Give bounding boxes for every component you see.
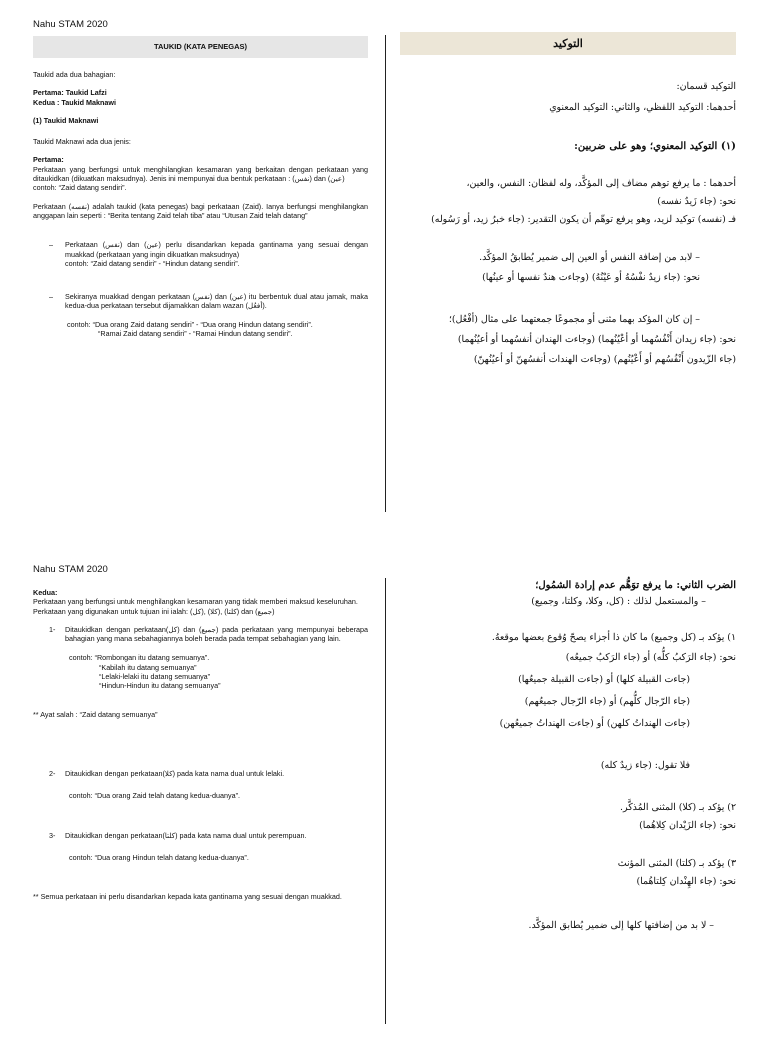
bullet-dash: – — [49, 292, 53, 302]
item-example: contoh: “Rombongan itu datang semuanya”. — [69, 653, 210, 663]
list-item — [33, 240, 368, 268]
arabic-line: أحدهما: التوكيد اللفظي، والثاني: التوكيد المعنوي — [549, 102, 736, 113]
wrong-sentence-note: ** Ayat salah : “Zaid datang semuanya” — [33, 709, 158, 719]
list-item — [33, 769, 368, 801]
pertama-line: Pertama: Taukid Lafzi — [33, 88, 107, 98]
item-text: Ditaukidkan dengan perkataan(كلتا) pada kata nama dual untuk perempuan. — [65, 830, 307, 840]
item-text: Ditaukidkan dengan perkataan(كلا) pada kata nama dual untuk lelaki. — [65, 768, 285, 778]
left-column — [33, 70, 368, 338]
pertama-example: contoh: “Zaid datang sendiri”. — [33, 183, 127, 193]
arabic-example: نحو: (جاء الرَكبُ كلُّه) أو (جاء الرَكبُ جميعُه) — [565, 652, 736, 663]
page-header: Nahu STAM 2020 — [33, 19, 108, 30]
arabic-example: نحو: (جاء زيدٌ نفْسُهُ أو عَيْنُهُ) (وجاءت هندٌ نفسها أو عينُها) — [482, 272, 700, 283]
section-heading: (1) Taukid Maknawi — [33, 115, 99, 125]
list-item — [33, 625, 368, 691]
arabic-line: ٢) يؤكد بـ (كلا) المثنى المُذكَّر. — [620, 802, 736, 813]
arabic-example: (جاء الزّيدون أَنْفُسُهم أو أَعْيُنُهم) (وجاءت الهندات أنفسُهنّ أو أعيُنُهنّ) — [473, 354, 736, 365]
left-section-title: TAUKID (KATA PENEGAS) — [33, 36, 368, 58]
list-item — [33, 831, 368, 863]
document-page-2 — [0, 548, 768, 1060]
arabic-heading: الضرب الثاني: ما يرفع توَهُّم عدم إرادة الشمُول؛ — [535, 580, 736, 591]
list-item — [33, 292, 368, 338]
arabic-example: (جاءت الهنداتُ كلهن) أو (جاءت الهنداتُ جميعُهن) — [499, 718, 690, 729]
kedua-words: Perkataan yang digunakan untuk tujuan ini ialah: (كل), (كلا), (كلتا) dan (جميع) — [33, 606, 275, 616]
page-gap — [0, 512, 768, 548]
arabic-line: ٣) يؤكد بـ (كلتا) المثنى المؤنث — [617, 858, 736, 869]
arabic-line: أحدهما : ما يرفع توهم مضاف إلى المؤكَّد، وله لفظان: النفس، والعين، — [466, 178, 736, 189]
column-divider — [385, 35, 386, 512]
item-example: “Kabilah itu datang semuanya” — [99, 662, 197, 672]
arabic-heading: (١) التوكيد المعنوي؛ وهو على ضربين: — [574, 140, 736, 152]
bullet-dash: – — [49, 240, 53, 250]
arabic-note: فلا تقول: (جاء زيدٌ كله) — [600, 760, 690, 771]
pertama-heading: Pertama: — [33, 155, 64, 165]
arabic-rule: – لابد من إضافة النفس أو العين إلى ضمير يُطابقُ المؤكَّد. — [479, 252, 700, 263]
item-example: “Lelaki-lelaki itu datang semuanya” — [99, 672, 211, 682]
bullet-text: Sekiranya muakkad dengan perkataan (نفس) dan (عين) itu berbentuk dual atau jamak, maka kedua-dua perkataan tersebut dijamakkan dalam wazan (أفعُل). — [65, 292, 368, 311]
kedua-paragraph: Perkataan yang berfungsi untuk menghilangkan kesamaran yang tidak memberi maksud keseluruhan. — [33, 597, 358, 607]
item-number: 3- — [49, 830, 56, 840]
column-divider — [385, 578, 386, 1024]
arabic-line: التوكيد قسمان: — [676, 81, 736, 92]
item-example: “Hindun-Hindun itu datang semuanya” — [99, 681, 221, 691]
arabic-line: فـ (نفسه) توكيد لزيد، وهو يرفع توهّم أن يكون التقدير: (جاء خبرُ زيد، أو رَسُوله) — [431, 214, 736, 225]
item-example: contoh: “Dua orang Zaid telah datang kedua-duanya”. — [69, 791, 241, 801]
item-number: 1- — [49, 624, 56, 634]
arabic-rule: – لا بد من إضافتها كلها إلى ضمير يُطابق المؤكَّد. — [528, 920, 714, 931]
right-section-title: التوكيد — [400, 32, 736, 55]
document-page-1 — [0, 0, 768, 512]
arabic-example: نحو: (جاء الهِنْدان كِلتاهُما) — [636, 876, 736, 887]
right-column — [400, 580, 736, 932]
arabic-example: نحو: (جاء الزَيْدان كِلاهُما) — [639, 820, 736, 831]
item-number: 2- — [49, 768, 56, 778]
right-column — [400, 81, 736, 366]
pertama-paragraph: Perkataan yang berfungsi untuk menghilangkan kesamaran yang berkaitan dengan perkataan yang ditaukidkan (dikuatkan maksudnya). Jenis ini mempunyai dua bentuk perkataan : (نفس) dan (عين) — [33, 164, 368, 184]
arabic-example: نحو: (جاء زَيدٌ نفسه) — [657, 196, 736, 207]
bullet-example: “Ramai Zaid datang sendiri” - “Ramai Hindun datang sendiri”. — [98, 329, 293, 339]
jenis-text: Taukid Maknawi ada dua jenis: — [33, 137, 131, 147]
arabic-line: ١) يؤكد بـ (كل وجميع) ما كان ذا أجزاء يصحّ وُقوع بعضها موقعهُ. — [491, 632, 736, 643]
item-text: Ditaukidkan dengan perkataan(كل) dan (جميع) pada perkataan yang mempunyai beberapa bahagian yang mana sebahagiannya boleh berada pada tempat sebahagian yang lain. — [65, 624, 368, 644]
bullet-example: contoh: “Dua orang Zaid datang sendiri” - “Dua orang Hindun datang sendiri”. — [67, 319, 313, 329]
arabic-rule: – إن كان المؤكد بهما مثنى أو مجموعًا جمعتهما على مثال (أفْعُل)؛ — [448, 314, 700, 325]
arabic-example: نحو: (جاء زيدان أَنْفُسُهما أو أعْيُنُهما) (وجاءت الهندان أنفسُهما أو أعيُنُهما) — [457, 334, 736, 345]
nafs-paragraph: Perkataan (نفسه) adalah taukid (kata penegas) bagi perkataan (Zaid). Ianya berfungsi menghilangkan anggapan lain seperti : “Berita tentang Zaid telah tiba” atau “Utusan Zaid telah datang” — [33, 201, 368, 220]
bullet-example: contoh: “Zaid datang sendiri” - “Hindun datang sendiri”. — [65, 258, 240, 268]
bullet-text: Perkataan (نفس) dan (عين) perlu disandarkan kepada gantinama yang sesuai dengan muakkad (perkataan yang ingin dikuatkan maksudnya) — [65, 240, 368, 259]
kedua-heading: Kedua: — [33, 588, 58, 597]
intro-text: Taukid ada dua bahagian: — [33, 70, 116, 79]
item-example: contoh: “Dua orang Hindun telah datang kedua-duanya”. — [69, 852, 249, 862]
arabic-rule: – والمستعمل لذلك : (كل، وكلا، وكلتا، وجميع) — [531, 596, 706, 607]
left-column — [33, 588, 368, 901]
arabic-example: (جاءت القبيلة كلها) أو (جاءت القبيلة جميعُها) — [518, 674, 690, 685]
footnote: ** Semua perkataan ini perlu disandarkan kepada kata gantinama yang sesuai dengan muakkad. — [33, 892, 342, 902]
kedua-line: Kedua : Taukid Maknawi — [33, 97, 116, 107]
arabic-example: (جاء الرّجال كلُّهم) أو (جاء الرّجال جميعُهم) — [524, 696, 690, 707]
page-header: Nahu STAM 2020 — [33, 564, 108, 575]
